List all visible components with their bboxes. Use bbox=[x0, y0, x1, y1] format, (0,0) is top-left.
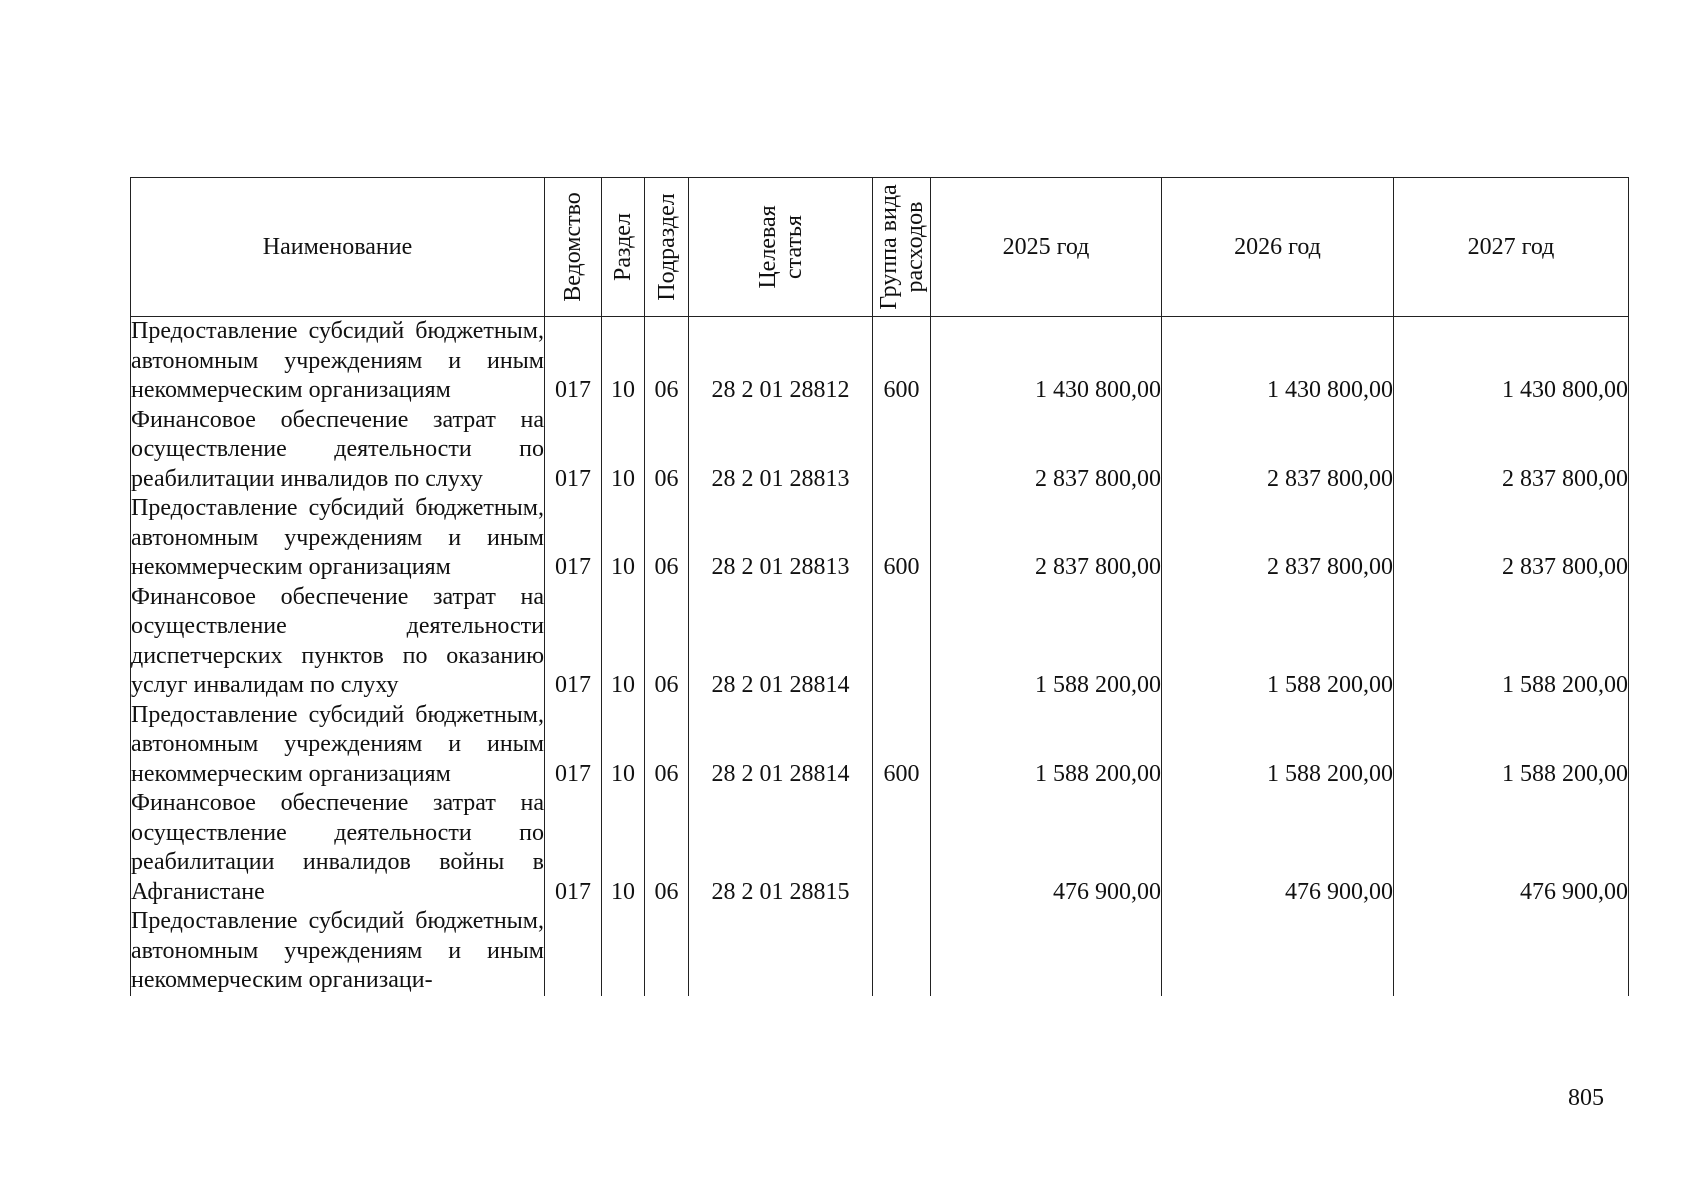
row-amount-2026: 1 430 800,00 bbox=[1162, 317, 1394, 406]
header-target-article-line1: Целевая bbox=[754, 205, 781, 289]
table-header-row bbox=[131, 178, 1629, 317]
table-row bbox=[131, 317, 1629, 406]
row-name: Финансовое обеспечение затрат на осуществление деятельности по реабилитации инвалидов войны в Афганистане bbox=[131, 789, 545, 907]
row-subsection: 06 bbox=[645, 789, 689, 907]
row-amount-2027: 1 430 800,00 bbox=[1394, 317, 1629, 406]
row-amount-2025: 1 430 800,00 bbox=[931, 317, 1162, 406]
row-subsection: 06 bbox=[645, 583, 689, 701]
row-amount-2026: 2 837 800,00 bbox=[1162, 406, 1394, 495]
row-department bbox=[545, 907, 602, 996]
table-row bbox=[131, 701, 1629, 790]
row-name: Предоставление субсидий бюджетным, автономным учреждениям и иным некоммерческим организаци- bbox=[131, 907, 545, 996]
row-target-article: 28 2 01 28814 bbox=[689, 583, 873, 701]
row-section: 10 bbox=[602, 789, 645, 907]
row-amount-2027: 1 588 200,00 bbox=[1394, 701, 1629, 790]
row-section: 10 bbox=[602, 701, 645, 790]
row-expense-group: 600 bbox=[873, 701, 931, 790]
table-row bbox=[131, 583, 1629, 701]
row-amount-2025: 2 837 800,00 bbox=[931, 494, 1162, 583]
table-row bbox=[131, 406, 1629, 495]
header-expense-group-label bbox=[876, 184, 928, 309]
row-amount-2027: 2 837 800,00 bbox=[1394, 494, 1629, 583]
row-section bbox=[602, 907, 645, 996]
header-expense-group-line2: расходов bbox=[901, 201, 928, 293]
row-department: 017 bbox=[545, 583, 602, 701]
row-subsection: 06 bbox=[645, 701, 689, 790]
header-subsection bbox=[645, 178, 689, 317]
row-department: 017 bbox=[545, 406, 602, 495]
header-expense-group-line1: Группа вида bbox=[875, 184, 902, 310]
header-year-2025: 2025 год bbox=[931, 178, 1162, 317]
header-target-article bbox=[689, 178, 873, 317]
row-section: 10 bbox=[602, 583, 645, 701]
row-name: Финансовое обеспечение затрат на осуществление деятельности диспетчерских пунктов по оказанию услуг инвалидам по слуху bbox=[131, 583, 545, 701]
page-number: 805 bbox=[1568, 1085, 1604, 1111]
row-expense-group bbox=[873, 406, 931, 495]
row-expense-group: 600 bbox=[873, 317, 931, 406]
row-amount-2026: 1 588 200,00 bbox=[1162, 583, 1394, 701]
budget-table bbox=[130, 177, 1629, 996]
row-amount-2025: 1 588 200,00 bbox=[931, 583, 1162, 701]
header-target-article-label bbox=[755, 205, 807, 288]
header-section bbox=[602, 178, 645, 317]
row-amount-2027 bbox=[1394, 907, 1629, 996]
row-target-article: 28 2 01 28815 bbox=[689, 789, 873, 907]
row-department: 017 bbox=[545, 494, 602, 583]
header-expense-group bbox=[873, 178, 931, 317]
row-expense-group bbox=[873, 789, 931, 907]
row-amount-2025 bbox=[931, 907, 1162, 996]
row-target-article: 28 2 01 28813 bbox=[689, 406, 873, 495]
header-subsection-label: Подраздел bbox=[653, 193, 680, 301]
row-expense-group bbox=[873, 907, 931, 996]
row-department: 017 bbox=[545, 701, 602, 790]
row-subsection bbox=[645, 907, 689, 996]
header-year-2026: 2026 год bbox=[1162, 178, 1394, 317]
row-amount-2026 bbox=[1162, 907, 1394, 996]
header-department bbox=[545, 178, 602, 317]
row-section: 10 bbox=[602, 494, 645, 583]
row-amount-2025: 476 900,00 bbox=[931, 789, 1162, 907]
table-row bbox=[131, 789, 1629, 907]
row-amount-2026: 2 837 800,00 bbox=[1162, 494, 1394, 583]
row-name: Финансовое обеспечение затрат на осуществление деятельности по реабилитации инвалидов по слуху bbox=[131, 406, 545, 495]
table-row bbox=[131, 494, 1629, 583]
header-year-2027: 2027 год bbox=[1394, 178, 1629, 317]
header-department-label: Ведомство bbox=[560, 192, 586, 302]
row-name: Предоставление субсидий бюджетным, автономным учреждениям и иным некоммерческим организациям bbox=[131, 317, 545, 406]
row-amount-2026: 476 900,00 bbox=[1162, 789, 1394, 907]
row-subsection: 06 bbox=[645, 494, 689, 583]
row-subsection: 06 bbox=[645, 406, 689, 495]
row-department: 017 bbox=[545, 789, 602, 907]
row-department: 017 bbox=[545, 317, 602, 406]
row-target-article: 28 2 01 28814 bbox=[689, 701, 873, 790]
row-amount-2027: 476 900,00 bbox=[1394, 789, 1629, 907]
header-target-article-line2: статья bbox=[780, 215, 807, 279]
row-amount-2027: 1 588 200,00 bbox=[1394, 583, 1629, 701]
row-amount-2025: 2 837 800,00 bbox=[931, 406, 1162, 495]
row-target-article bbox=[689, 907, 873, 996]
row-target-article: 28 2 01 28812 bbox=[689, 317, 873, 406]
row-name: Предоставление субсидий бюджетным, автономным учреждениям и иным некоммерческим организациям bbox=[131, 494, 545, 583]
row-amount-2027: 2 837 800,00 bbox=[1394, 406, 1629, 495]
row-amount-2025: 1 588 200,00 bbox=[931, 701, 1162, 790]
row-section: 10 bbox=[602, 406, 645, 495]
table-row bbox=[131, 907, 1629, 996]
row-expense-group bbox=[873, 583, 931, 701]
row-section: 10 bbox=[602, 317, 645, 406]
row-expense-group: 600 bbox=[873, 494, 931, 583]
header-name: Наименование bbox=[131, 178, 545, 317]
row-name: Предоставление субсидий бюджетным, автономным учреждениям и иным некоммерческим организациям bbox=[131, 701, 545, 790]
row-amount-2026: 1 588 200,00 bbox=[1162, 701, 1394, 790]
row-target-article: 28 2 01 28813 bbox=[689, 494, 873, 583]
header-section-label: Раздел bbox=[610, 213, 636, 281]
row-subsection: 06 bbox=[645, 317, 689, 406]
